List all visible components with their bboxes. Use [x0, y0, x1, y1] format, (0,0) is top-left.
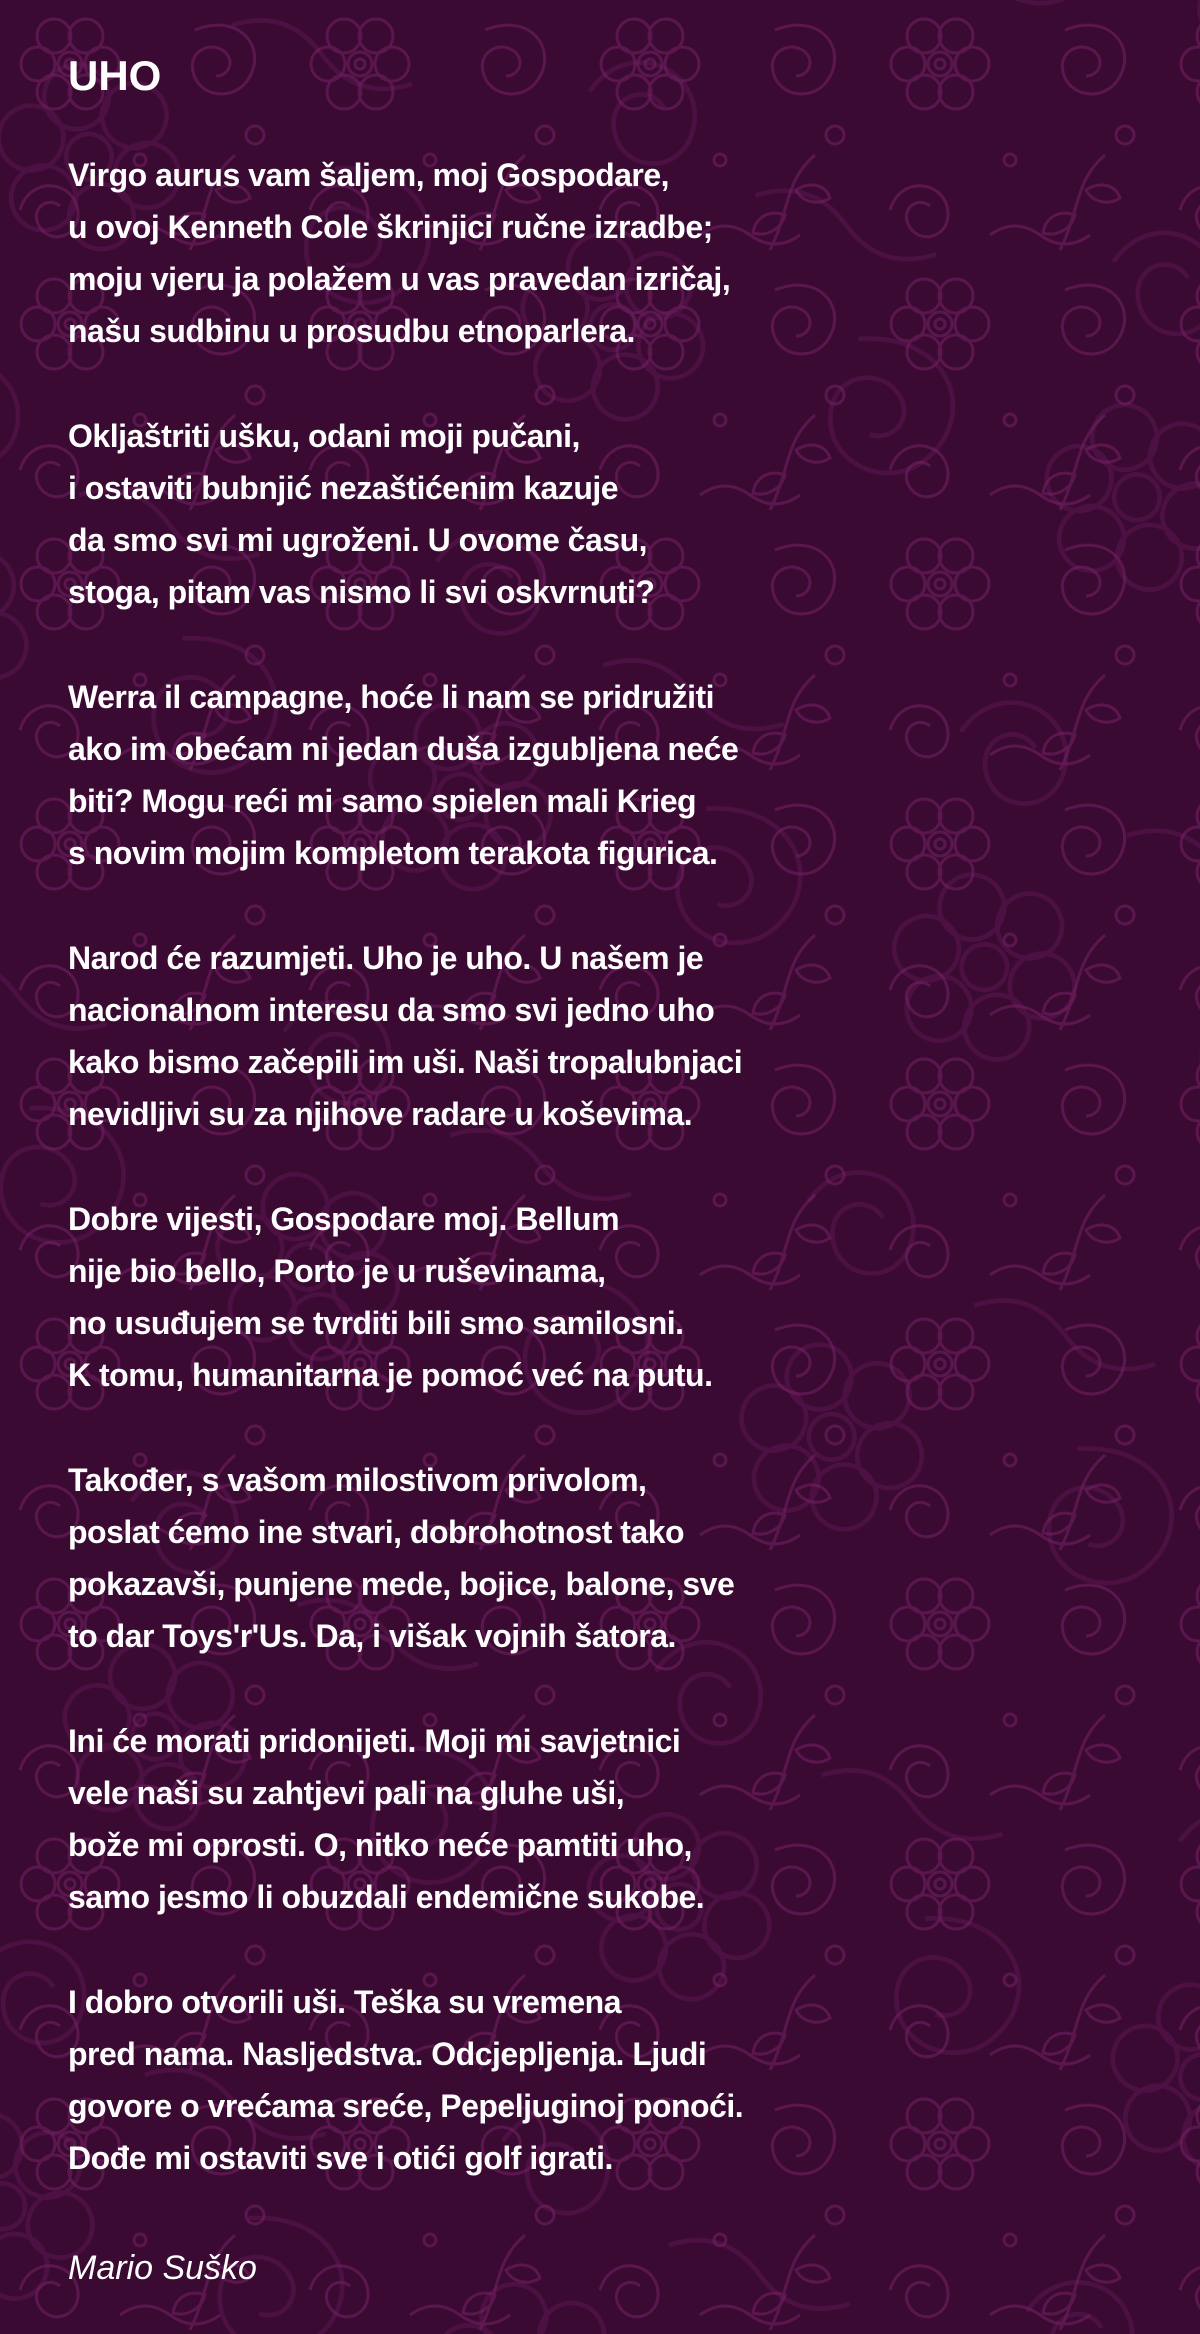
poem-line: poslat ćemo ine stvari, dobrohotnost tako [68, 1514, 685, 1550]
poem-line: da smo svi mi ugroženi. U ovome času, [68, 522, 647, 558]
poem-line: bože mi oprosti. O, nitko neće pamtiti uho, [68, 1827, 692, 1863]
poem-line: i ostaviti bubnjić nezaštićenim kazuje [68, 470, 619, 506]
poem-line: Okljaštriti ušku, odani moji pučani, [68, 418, 580, 454]
poem-stanza [68, 1976, 1168, 2184]
poem-stanzas [68, 149, 1168, 2184]
poem-content [68, 0, 1168, 2290]
poem-stanza [68, 149, 1168, 357]
poem-line: moju vjeru ja polažem u vas pravedan izričaj, [68, 261, 731, 297]
poem-stanza [68, 410, 1168, 618]
poem-line: Werra il campagne, hoće li nam se pridružiti [68, 679, 715, 715]
poem-stanza [68, 1193, 1168, 1401]
poem-line: našu sudbinu u prosudbu etnoparlera. [68, 313, 635, 349]
poem-line: biti? Mogu reći mi samo spielen mali Krieg [68, 783, 697, 819]
poem-line: stoga, pitam vas nismo li svi oskvrnuti? [68, 574, 655, 610]
poem-line: Narod će razumjeti. Uho je uho. U našem je [68, 940, 704, 976]
poem-line: Ini će morati pridonijeti. Moji mi savjetnici [68, 1723, 681, 1759]
poem-line: govore o vrećama sreće, Pepeljuginoj ponoći. [68, 2088, 744, 2124]
poem-line: u ovoj Kenneth Cole škrinjici ručne izradbe; [68, 209, 713, 245]
poem-line: Dođe mi ostaviti sve i otići golf igrati. [68, 2140, 613, 2176]
poem-line: samo jesmo li obuzdali endemične sukobe. [68, 1879, 705, 1915]
poem-stanza [68, 1715, 1168, 1923]
poem-stanza [68, 932, 1168, 1140]
poem-line: nije bio bello, Porto je u ruševinama, [68, 1253, 606, 1289]
poem-line: vele naši su zahtjevi pali na gluhe uši, [68, 1775, 625, 1811]
poem-line: kako bismo začepili im uši. Naši tropalubnjaci [68, 1044, 743, 1080]
poem-line: nacionalnom interesu da smo svi jedno uho [68, 992, 715, 1028]
poem-line: pred nama. Nasljedstva. Odcjepljenja. Ljudi [68, 2036, 707, 2072]
poem-line: Također, s vašom milostivom privolom, [68, 1462, 647, 1498]
poem-line: ako im obećam ni jedan duša izgubljena neće [68, 731, 739, 767]
poem-line: to dar Toys'r'Us. Da, i višak vojnih šatora. [68, 1618, 676, 1654]
poem-line: nevidljivi su za njihove radare u koševima. [68, 1096, 693, 1132]
poem-line: no usuđujem se tvrditi bili smo samilosni. [68, 1305, 684, 1341]
poem-line: K tomu, humanitarna je pomoć već na putu. [68, 1357, 713, 1393]
poem-stanza [68, 1454, 1168, 1662]
poem-author: Mario Suško [68, 2249, 257, 2287]
poem-title: UHO [68, 52, 162, 99]
poem-line: Virgo aurus vam šaljem, moj Gospodare, [68, 157, 670, 193]
poem-line: pokazavši, punjene mede, bojice, balone, sve [68, 1566, 735, 1602]
poem-stanza [68, 671, 1168, 879]
poem-line: Dobre vijesti, Gospodare moj. Bellum [68, 1201, 620, 1237]
poem-line: s novim mojim kompletom terakota figurica. [68, 835, 718, 871]
poem-line: I dobro otvorili uši. Teška su vremena [68, 1984, 622, 2020]
